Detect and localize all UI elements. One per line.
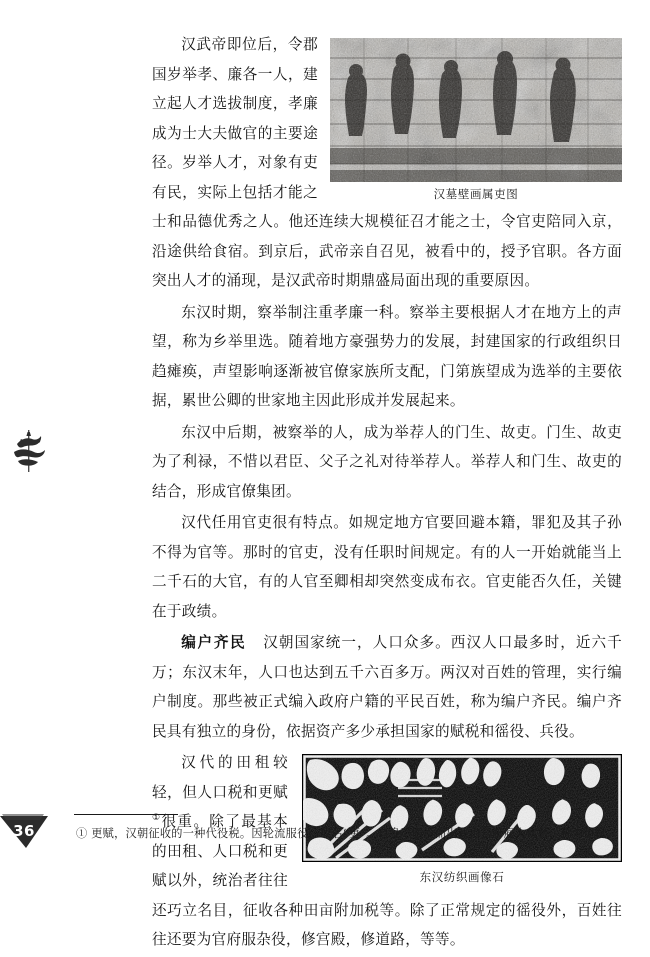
paragraph-1: 汉武帝即位后，令郡国岁举孝、廉各一人，建立起人才选拔制度，孝廉成为士大夫做官的主要途径。岁举人才，对象有吏有民，实际上包括才能之士和品德优秀之人。他还连续大规模征召才能之士，令官吏陪同入京，沿途供给食宿。到京后，武帝亲自召见，被看中的，授予官职。各方面突出人才的涌现，是汉武帝时期鼎盛局面出现的重要原因。	[152, 36, 622, 289]
seal-ornament-icon	[8, 428, 52, 474]
footnote-reference-marker[interactable]: ①	[152, 813, 162, 824]
footnote-divider	[74, 814, 178, 815]
figure-top-caption: 汉墓壁画属吏图	[433, 187, 519, 201]
term-body-text: 汉朝国家统一，人口众多。西汉人口最多时，近六千万；东汉末年，人口也达到五千六百多万。两汉对百姓的管理，实行编户制度。那些被正式编入政府户籍的平民百姓，称为编户齐民。编户齐民具有独立的身份，依据资产多少承担国家的赋税和徭役、兵役。	[152, 634, 622, 740]
page-number-banner	[0, 812, 52, 850]
paragraph-tax-burden-part1: 汉代的田租较轻，但人口税和更赋	[152, 754, 288, 801]
paragraph-term-bianhuqimin	[152, 628, 622, 746]
mural-photograph-image	[330, 38, 622, 182]
figure-han-tomb-mural	[330, 38, 622, 202]
figure-bottom-caption: 东汉纺织画像石	[419, 870, 505, 884]
paragraph-4: 汉代任用官吏很有特点。如规定地方官要回避本籍，罪犯及其子孙不得为官等。那时的官吏，没有任职时间规定。有的人一开始就能当上二千石的大官，有的人官至卿相却突然变成布衣。官吏能否久任，关键在于政绩。	[152, 514, 622, 620]
term-label: 编户齐民	[181, 634, 247, 651]
paragraph-2: 东汉时期，察举制注重孝廉一科。察举主要根据人才在地方上的声望，称为乡举里选。随着地方豪强势力的发展，封建国家的行政组织日趋瘫痪，声望影响逐渐被官僚家族所支配，门第族望成为选举的主要依据，累世公卿的世家地主因此形成并发展起来。	[152, 303, 622, 409]
page-number: 36	[13, 822, 35, 840]
footnote-text: ① 更赋，汉朝征收的一种代役税。因轮流服役，故名“更”。自身不服役而出钱由官府雇人代替，称为更赋。	[76, 827, 618, 840]
footnote-area	[74, 814, 630, 842]
paragraph-3: 东汉中后期，被察举的人，成为举荐人的门生、故吏。门生、故吏为了利禄，不惜以君臣、父子之礼对待举荐人。举荐人和门生、故吏的结合，形成官僚集团。	[152, 423, 622, 500]
paragraph-tax-burden-part2: 很重。除了最基本的田租、人口税和更赋以外，统治者往往还巧立名目，征收各种田亩附加税等。除了正常规定的徭役外，百姓往往还要为官府服杂役，修宫殿，修道路，等等。	[152, 813, 622, 948]
stone-relief-rubbing-image	[302, 754, 622, 862]
